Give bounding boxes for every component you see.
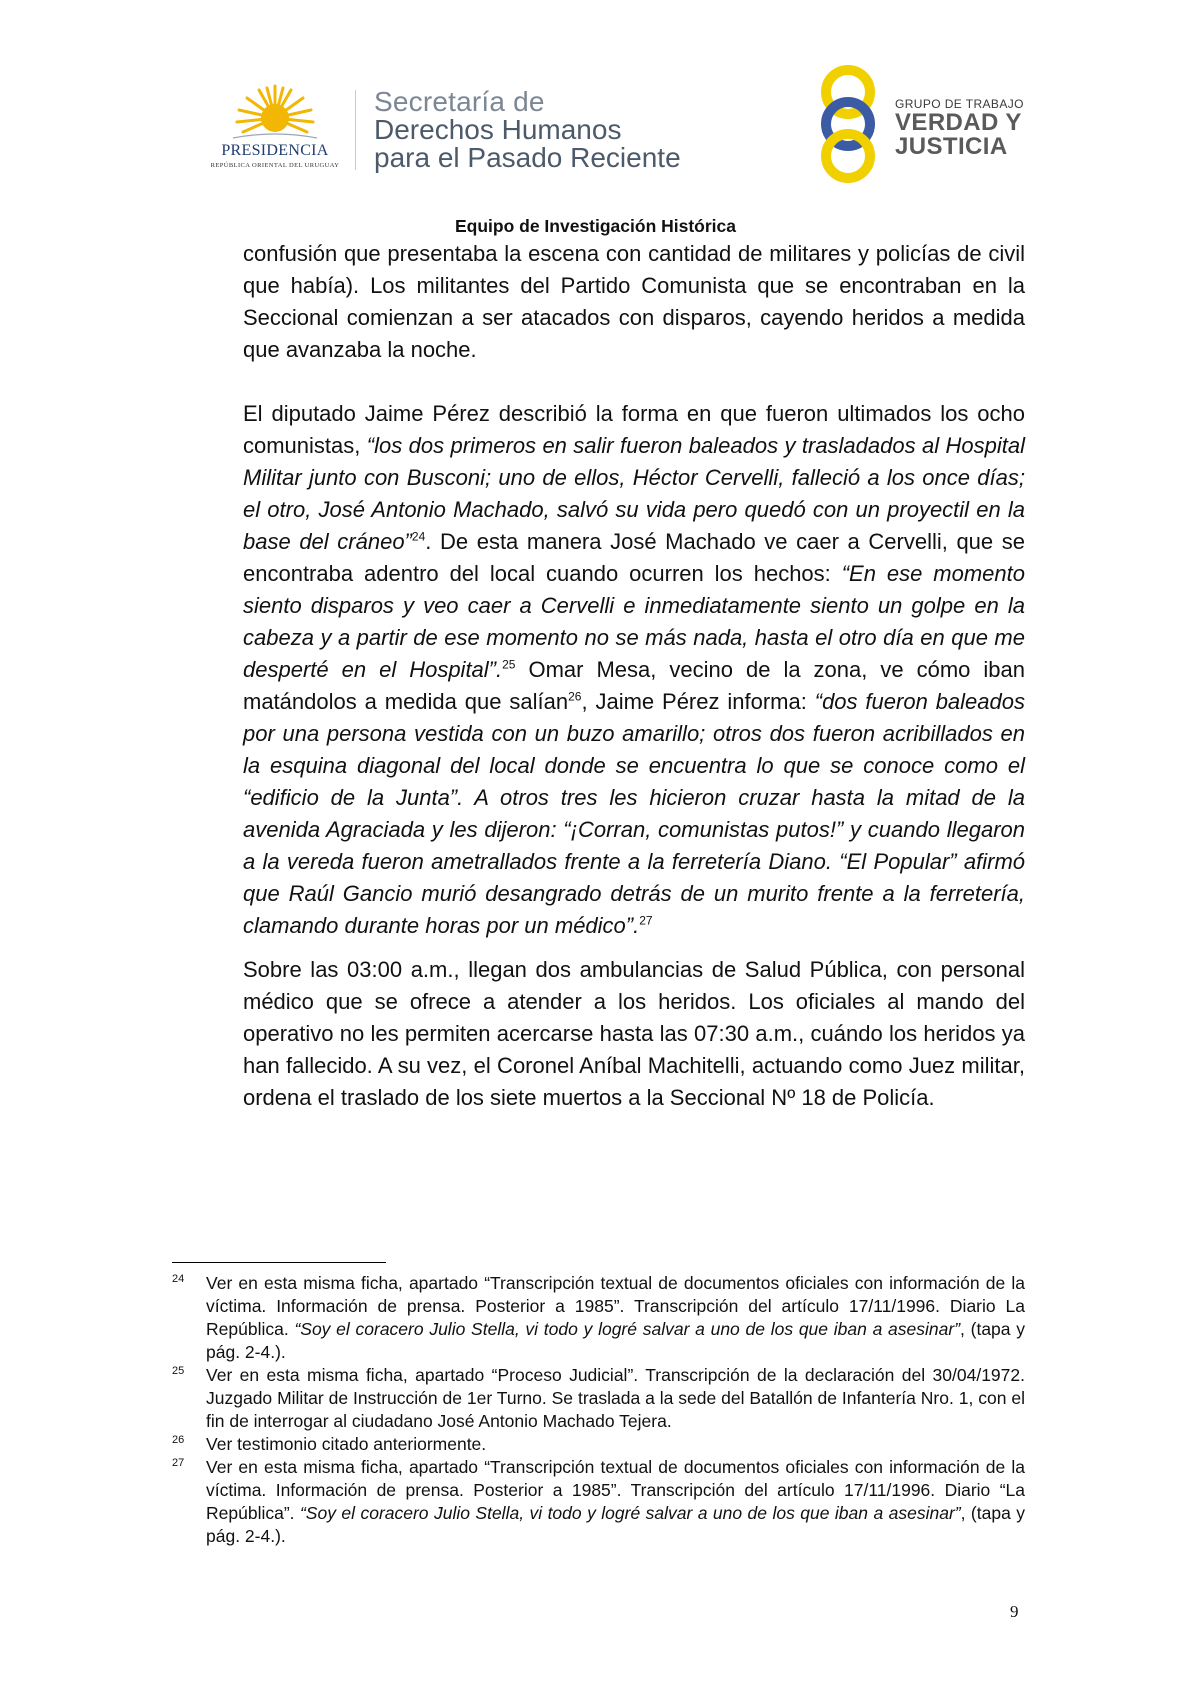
verdad-justicia-title: [895, 97, 1024, 159]
paragraph-2: [243, 398, 1025, 942]
footnote-text: Ver en esta misma ficha, apartado “Transcripción textual de documentos oficiales con información de la víctima. Información de prensa. Posterior a 1985”. Transcripción del artículo 17/11/1996. Diario La República.: [206, 1273, 1025, 1339]
verdad-justicia-logo-icon: [808, 64, 888, 184]
paragraph-2-c: . De esta manera José Machado ve caer a Cervelli, que se encontraba adentro del local cuando ocurren los hechos:: [243, 529, 1026, 586]
footnote-tail: , (tapa y pág. 2-4.).: [206, 1319, 1025, 1362]
footnote-separator: [172, 1262, 386, 1263]
gtvj-line-1: GRUPO DE TRABAJO: [895, 97, 1024, 111]
footnote: [172, 1456, 1025, 1548]
paragraph-2-e: Omar Mesa, vecino de la zona, ve cómo iban matándolos a medida que salían: [243, 657, 1025, 714]
footnote-text: Ver en esta misma ficha, apartado “Proceso Judicial”. Transcripción de la declaración del 30/04/1972. Juzgado Militar de Instrucción de 1er Turno. Se traslada a la sede del Batallón de Infantería Nro. 1, con el fin de interrogar al ciudadano José Antonio Machado Tejera.: [206, 1365, 1025, 1431]
paragraph-2-f: , Jaime Pérez informa:: [581, 689, 815, 714]
footnote-ref-24: 24: [411, 529, 426, 544]
presidencia-logo: [200, 82, 350, 182]
footnote-number: 24: [172, 1273, 185, 1285]
gtvj-line-3: JUSTICIA: [895, 133, 1008, 160]
quote-perez-2: “dos fueron baleados por una persona vestida con un buzo amarillo; otros dos fueron acribillados en la esquina diagonal del local donde se encuentra lo que se conoce como el “edificio de la Junta”. A otros tres les hicieron cruzar hasta la mitad de la avenida Agraciada y les dijeron: “¡Corran, comunistas putos!” y cuando llegaron a la vereda fueron ametrallados frente a la ferretería Diano. “El Popular” afirmó que Raúl Gancio murió desangrado detrás de un murito frente a la ferretería, clamando durante horas por un médico”.: [243, 689, 1026, 938]
paragraph-1: confusión que presentaba la escena con cantidad de militares y policías de civil que había). Los militantes del Partido Comunista que se encontraban en la Seccional comienzan a ser atacados con disparos, cayendo heridos a medida que avanzaba la noche.: [243, 241, 1025, 362]
footnote-tail: , (tapa y pág. 2-4.).: [206, 1503, 1025, 1546]
secretaria-line-1: Secretaría de: [374, 86, 545, 117]
footnote-ref-26: 26: [568, 689, 582, 704]
footnote-number: 25: [172, 1365, 185, 1377]
footnote-number: 26: [172, 1434, 185, 1446]
footnote-ref-25: 25: [502, 657, 516, 672]
footnote: [172, 1272, 1025, 1364]
paragraph-2-a: El diputado Jaime Pérez describió la forma en que fueron ultimados los ocho comunistas,: [243, 401, 1025, 458]
header-divider: [355, 90, 356, 170]
footnote-italic: “Soy el coracero Julio Stella, vi todo y logré salvar a uno de los que iban a asesinar”: [299, 1503, 961, 1523]
presidencia-name: PRESIDENCIA: [221, 142, 329, 159]
page-number: 9: [1010, 1602, 1019, 1621]
footnote-text: Ver en esta misma ficha, apartado “Transcripción textual de documentos oficiales con información de la víctima. Información de prensa. Posterior a 1985”. Transcripción del artículo 17/11/1996. Diario “La República”.: [206, 1457, 1025, 1523]
presidencia-subtitle: REPÚBLICA ORIENTAL DEL URUGUAY: [210, 162, 340, 169]
secretaria-line-3: para el Pasado Reciente: [374, 142, 681, 173]
footnote-number: 27: [172, 1457, 185, 1469]
document-body: [243, 238, 1025, 1114]
sun-icon: [225, 82, 325, 142]
quote-machado: “En ese momento siento disparos y veo caer a Cervelli e inmediatamente siento un golpe en la cabeza y a partir de ese momento no se más nada, hasta el otro día en que me desperté en el Hospital”.: [243, 561, 1025, 682]
footnote-italic: “Soy el coracero Julio Stella, vi todo y logré salvar a uno de los que iban a asesinar”: [294, 1319, 961, 1339]
secretaria-line-2: Derechos Humanos: [374, 114, 622, 145]
footnote-text: Ver testimonio citado anteriormente.: [206, 1434, 487, 1454]
quote-perez-1: “los dos primeros en salir fueron baleados y trasladados al Hospital Militar junto con Busconi; uno de ellos, Héctor Cervelli, falleció a los once días; el otro, José Antonio Machado, salvó su vida pero quedó con un proyectil en la base del cráneo”: [243, 433, 1025, 554]
gtvj-line-2: VERDAD Y: [895, 109, 1022, 136]
footnote: [172, 1364, 1025, 1433]
footnote-ref-27: 27: [639, 913, 653, 928]
footnote: [172, 1433, 1025, 1456]
paragraph-3: Sobre las 03:00 a.m., llegan dos ambulancias de Salud Pública, con personal médico que se ofrece a atender a los heridos. Los oficiales al mando del operativo no les permiten acercarse hasta las 07:30 a.m., cuándo los heridos ya han fallecido. A su vez, el Coronel Aníbal Machitelli, actuando como Juez militar, ordena el traslado de los siete muertos a la Seccional Nº 18 de Policía.: [243, 957, 1025, 1110]
footnotes: [172, 1272, 1025, 1548]
page-header: [0, 0, 1191, 236]
secretaria-title: [374, 88, 681, 172]
team-heading: Equipo de Investigación Histórica: [454, 216, 737, 236]
